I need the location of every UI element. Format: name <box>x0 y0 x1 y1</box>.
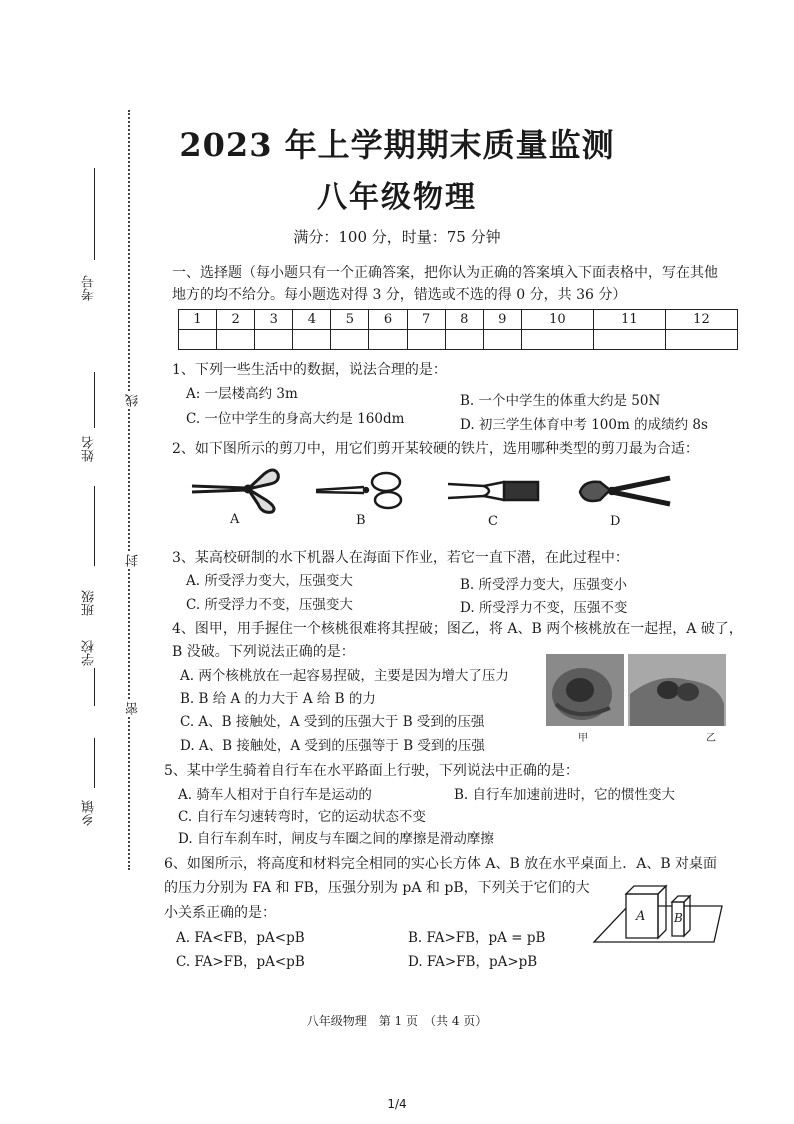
class-label: 班级 <box>82 590 97 616</box>
answer-table-answer-row <box>179 330 738 350</box>
answer-col: 5 <box>331 310 369 330</box>
exam-title: 2023 年上学期期末质量监测 <box>179 126 615 164</box>
q1-stem: 1、下列一些生活中的数据，说法合理的是： <box>172 362 447 378</box>
q4-option-d: D. A、B 接触处，A 受到的压强等于 B 受到的压强 <box>180 738 485 754</box>
q2-label-b: B <box>356 513 366 528</box>
scissors-b-icon <box>312 470 408 510</box>
school-label: 学校 <box>82 640 97 666</box>
q6-stem-line2: 的压力分别为 FA 和 FB，压强分别为 pA 和 pB，下列关于它们的大 <box>164 880 590 896</box>
answer-cell[interactable] <box>331 330 369 350</box>
seal-secret-mark: 密 <box>126 702 141 715</box>
photo-label-yi: 乙 <box>706 733 716 744</box>
q4-option-b: B. B 给 A 的力大于 A 给 B 的力 <box>180 691 376 707</box>
scissors-a-icon <box>186 458 296 516</box>
q1-option-b: B. 一个中学生的体重大约是 50N <box>460 393 661 409</box>
scissors-d-icon <box>574 470 674 512</box>
q6-stem-line3: 小关系正确的是： <box>164 905 276 921</box>
answer-col: 4 <box>293 310 331 330</box>
school-line <box>94 668 95 706</box>
photo-hand-walnuts-yi <box>628 654 726 726</box>
q3-option-a: A. 所受浮力变大，压强变大 <box>186 573 353 589</box>
binding-dotted-line <box>128 110 130 870</box>
q2-label-d: D <box>610 514 621 529</box>
q6-option-a: A. FA<FB，pA<pB <box>176 930 305 946</box>
q3-option-d: D. 所受浮力不变，压强不变 <box>460 600 628 616</box>
answer-cell[interactable] <box>665 330 737 350</box>
answer-col: 6 <box>369 310 407 330</box>
answer-cell[interactable] <box>369 330 407 350</box>
name-line <box>94 372 95 428</box>
block-a-label: A <box>636 909 646 924</box>
exam-meta: 满分：100 分，时量：75 分钟 <box>293 228 501 246</box>
q6-option-c: C. FA>FB，pA<pB <box>176 954 305 970</box>
answer-cell[interactable] <box>255 330 293 350</box>
q5-option-c: C. 自行车匀速转弯时，它的运动状态不变 <box>178 809 426 825</box>
q1-option-d: D. 初三学生体育中考 100m 的成绩约 8s <box>460 417 708 433</box>
answer-col: 12 <box>665 310 737 330</box>
page-footer: 八年级物理 第 1 页 （共 4 页） <box>306 1014 488 1028</box>
answer-col: 7 <box>407 310 445 330</box>
q1-option-a: A: 一层楼高约 3m <box>186 386 298 402</box>
answer-table-header-row <box>179 310 738 330</box>
q6-option-d: D. FA>FB，pA>pB <box>408 954 538 970</box>
answer-col: 2 <box>217 310 255 330</box>
exam-subtitle: 八年级物理 <box>317 180 477 215</box>
answer-col: 1 <box>179 310 217 330</box>
q3-option-b: B. 所受浮力变大，压强变小 <box>460 577 628 593</box>
blocks-on-table-figure <box>592 876 724 948</box>
q5-option-a: A. 骑车人相对于自行车是运动的 <box>178 787 372 803</box>
answer-cell[interactable] <box>407 330 445 350</box>
photo-label-jia: 甲 <box>578 733 588 744</box>
answer-col: 3 <box>255 310 293 330</box>
q5-stem: 5、某中学生骑着自行车在水平路面上行驶，下列说法中正确的是： <box>164 763 579 779</box>
section1-header-line2: 地方的均不给分。每小题选对得 3 分，错选或不选的得 0 分，共 36 分） <box>172 287 627 303</box>
answer-cell[interactable] <box>521 330 593 350</box>
answer-col: 9 <box>483 310 521 330</box>
seal-seal-mark: 封 <box>126 554 141 567</box>
q2-label-a: A <box>230 512 240 527</box>
q2-label-c: C <box>488 514 498 529</box>
seal-line-mark: 线 <box>126 394 141 407</box>
section1-header-line1: 一、选择题（每小题只有一个正确答案，把你认为正确的答案填入下面表格中，写在其他 <box>172 265 718 281</box>
page-number: 1/4 <box>387 1097 407 1111</box>
q4-option-a: A. 两个核桃放在一起容易捏破，主要是因为增大了压力 <box>180 668 509 684</box>
q2-stem: 2、如下图所示的剪刀中，用它们剪开某较硬的铁片，选用哪种类型的剪刀最为合适： <box>172 441 699 457</box>
answer-cell[interactable] <box>217 330 255 350</box>
scissors-c-icon <box>444 474 542 508</box>
q5-option-b: B. 自行车加速前进时，它的惯性变大 <box>454 787 676 803</box>
photo-hand-walnut-jia <box>546 654 624 726</box>
exam-number-label: 考号 <box>82 275 97 301</box>
answer-col: 8 <box>445 310 483 330</box>
answer-cell[interactable] <box>179 330 217 350</box>
township-label: 乡镇 <box>82 800 97 826</box>
township-line <box>94 738 95 788</box>
q6-option-b: B. FA>FB，pA = pB <box>408 930 546 946</box>
q5-option-d: D. 自行车刹车时，闸皮与车圈之间的摩擦是滑动摩擦 <box>178 831 494 847</box>
answer-table <box>178 309 738 350</box>
answer-cell[interactable] <box>483 330 521 350</box>
answer-cell[interactable] <box>593 330 665 350</box>
q4-stem-line1: 4、图甲，用手握住一个核桃很难将其捏破；图乙，将 A、B 两个核桃放在一起捏，A 破了， <box>172 621 743 637</box>
answer-cell[interactable] <box>445 330 483 350</box>
q4-option-c: C. A、B 接触处，A 受到的压强大于 B 受到的压强 <box>180 714 485 730</box>
q3-stem: 3、某高校研制的水下机器人在海面下作业，若它一直下潜，在此过程中： <box>172 550 629 566</box>
q1-option-c: C. 一位中学生的身高大约是 160dm <box>186 411 405 427</box>
q6-stem-line1: 6、如图所示，将高度和材料完全相同的实心长方体 A、B 放在水平桌面上．A、B 对桌面 <box>164 856 718 872</box>
q4-stem-line2: B 没破。下列说法正确的是： <box>172 644 355 660</box>
class-line <box>94 486 95 566</box>
answer-col: 10 <box>521 310 593 330</box>
q3-option-c: C. 所受浮力不变，压强变大 <box>186 597 353 613</box>
answer-cell[interactable] <box>293 330 331 350</box>
name-label: 姓名 <box>82 436 97 462</box>
answer-col: 11 <box>593 310 665 330</box>
block-b-label: B <box>674 911 683 925</box>
